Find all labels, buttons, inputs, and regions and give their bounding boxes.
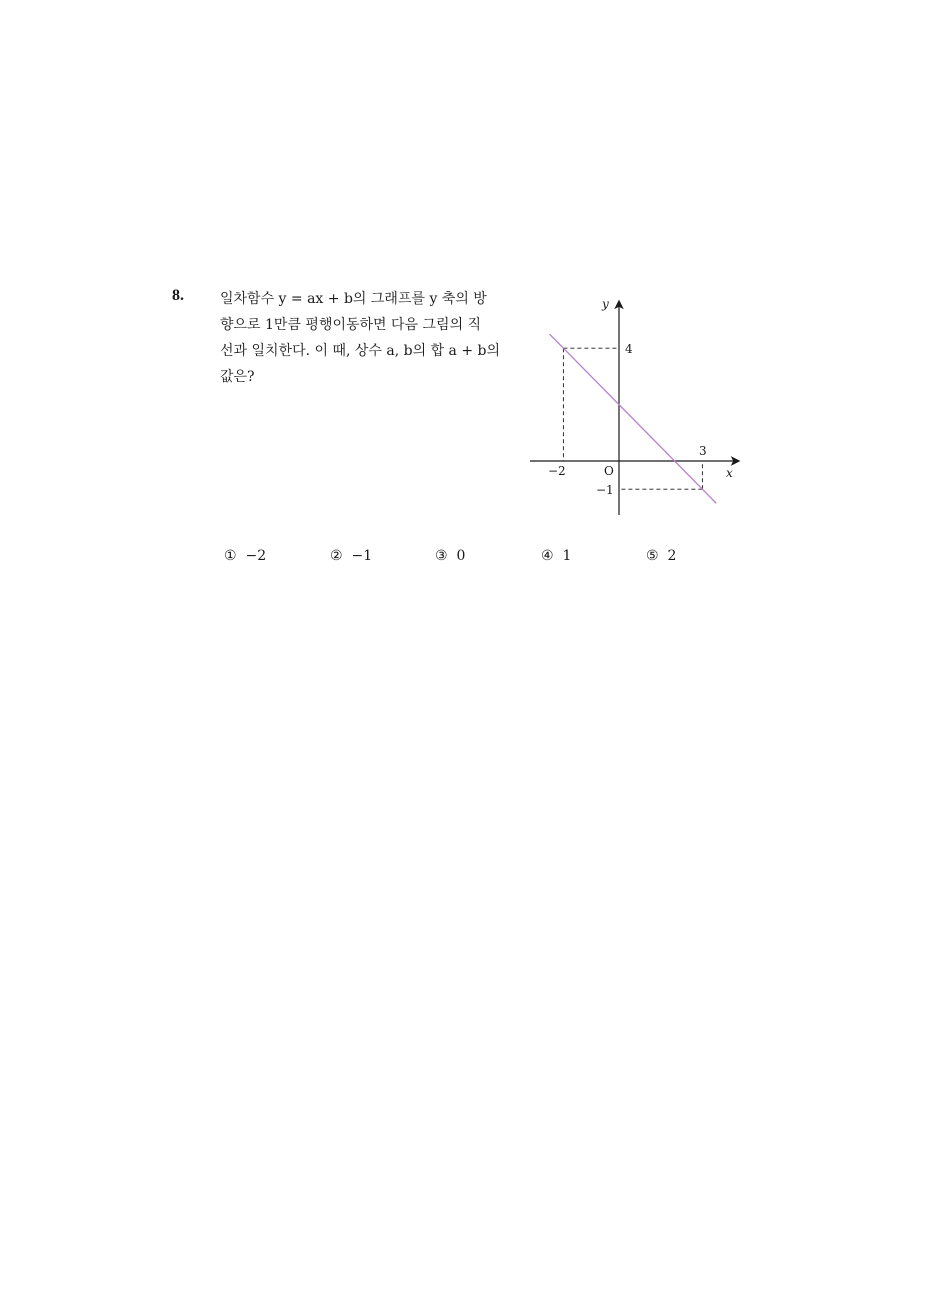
tick-label-x-3: 3 <box>699 444 707 458</box>
question-number: 8. <box>172 287 184 304</box>
question-line-2: 향으로 1만큼 평행이동하면 다음 그림의 직 <box>220 317 482 333</box>
choice-3-value: 0 <box>456 548 466 564</box>
question-line-1: 일차함수 y = ax + b의 그래프를 y 축의 방 <box>220 291 487 307</box>
tick-label-y-4: 4 <box>625 342 633 356</box>
coordinate-graph <box>520 290 750 520</box>
choice-4-value: 1 <box>562 548 572 564</box>
question-text <box>220 286 520 390</box>
tick-label-y-neg1: −1 <box>596 483 614 497</box>
choice-5-marker: ⑤ <box>646 548 659 564</box>
question-line-3: 선과 일치한다. 이 때, 상수 a, b의 합 a + b의 <box>220 343 501 359</box>
choice-2-marker: ② <box>330 548 343 564</box>
question-line-4: 값은? <box>220 369 255 385</box>
choice-2[interactable] <box>330 548 372 564</box>
tick-label-x-neg2: −2 <box>548 464 566 478</box>
choice-4[interactable] <box>541 548 571 564</box>
choice-5[interactable] <box>646 548 676 564</box>
choice-2-value: −1 <box>351 548 373 564</box>
choice-1[interactable] <box>224 548 266 564</box>
choice-1-marker: ① <box>224 548 237 564</box>
choice-1-value: −2 <box>245 548 267 564</box>
x-axis-label: x <box>726 466 733 480</box>
function-line <box>550 334 717 503</box>
choice-4-marker: ④ <box>541 548 554 564</box>
choice-5-value: 2 <box>667 548 677 564</box>
choice-3[interactable] <box>435 548 465 564</box>
choice-3-marker: ③ <box>435 548 448 564</box>
y-axis-label: y <box>602 297 609 311</box>
origin-label: O <box>604 464 614 478</box>
